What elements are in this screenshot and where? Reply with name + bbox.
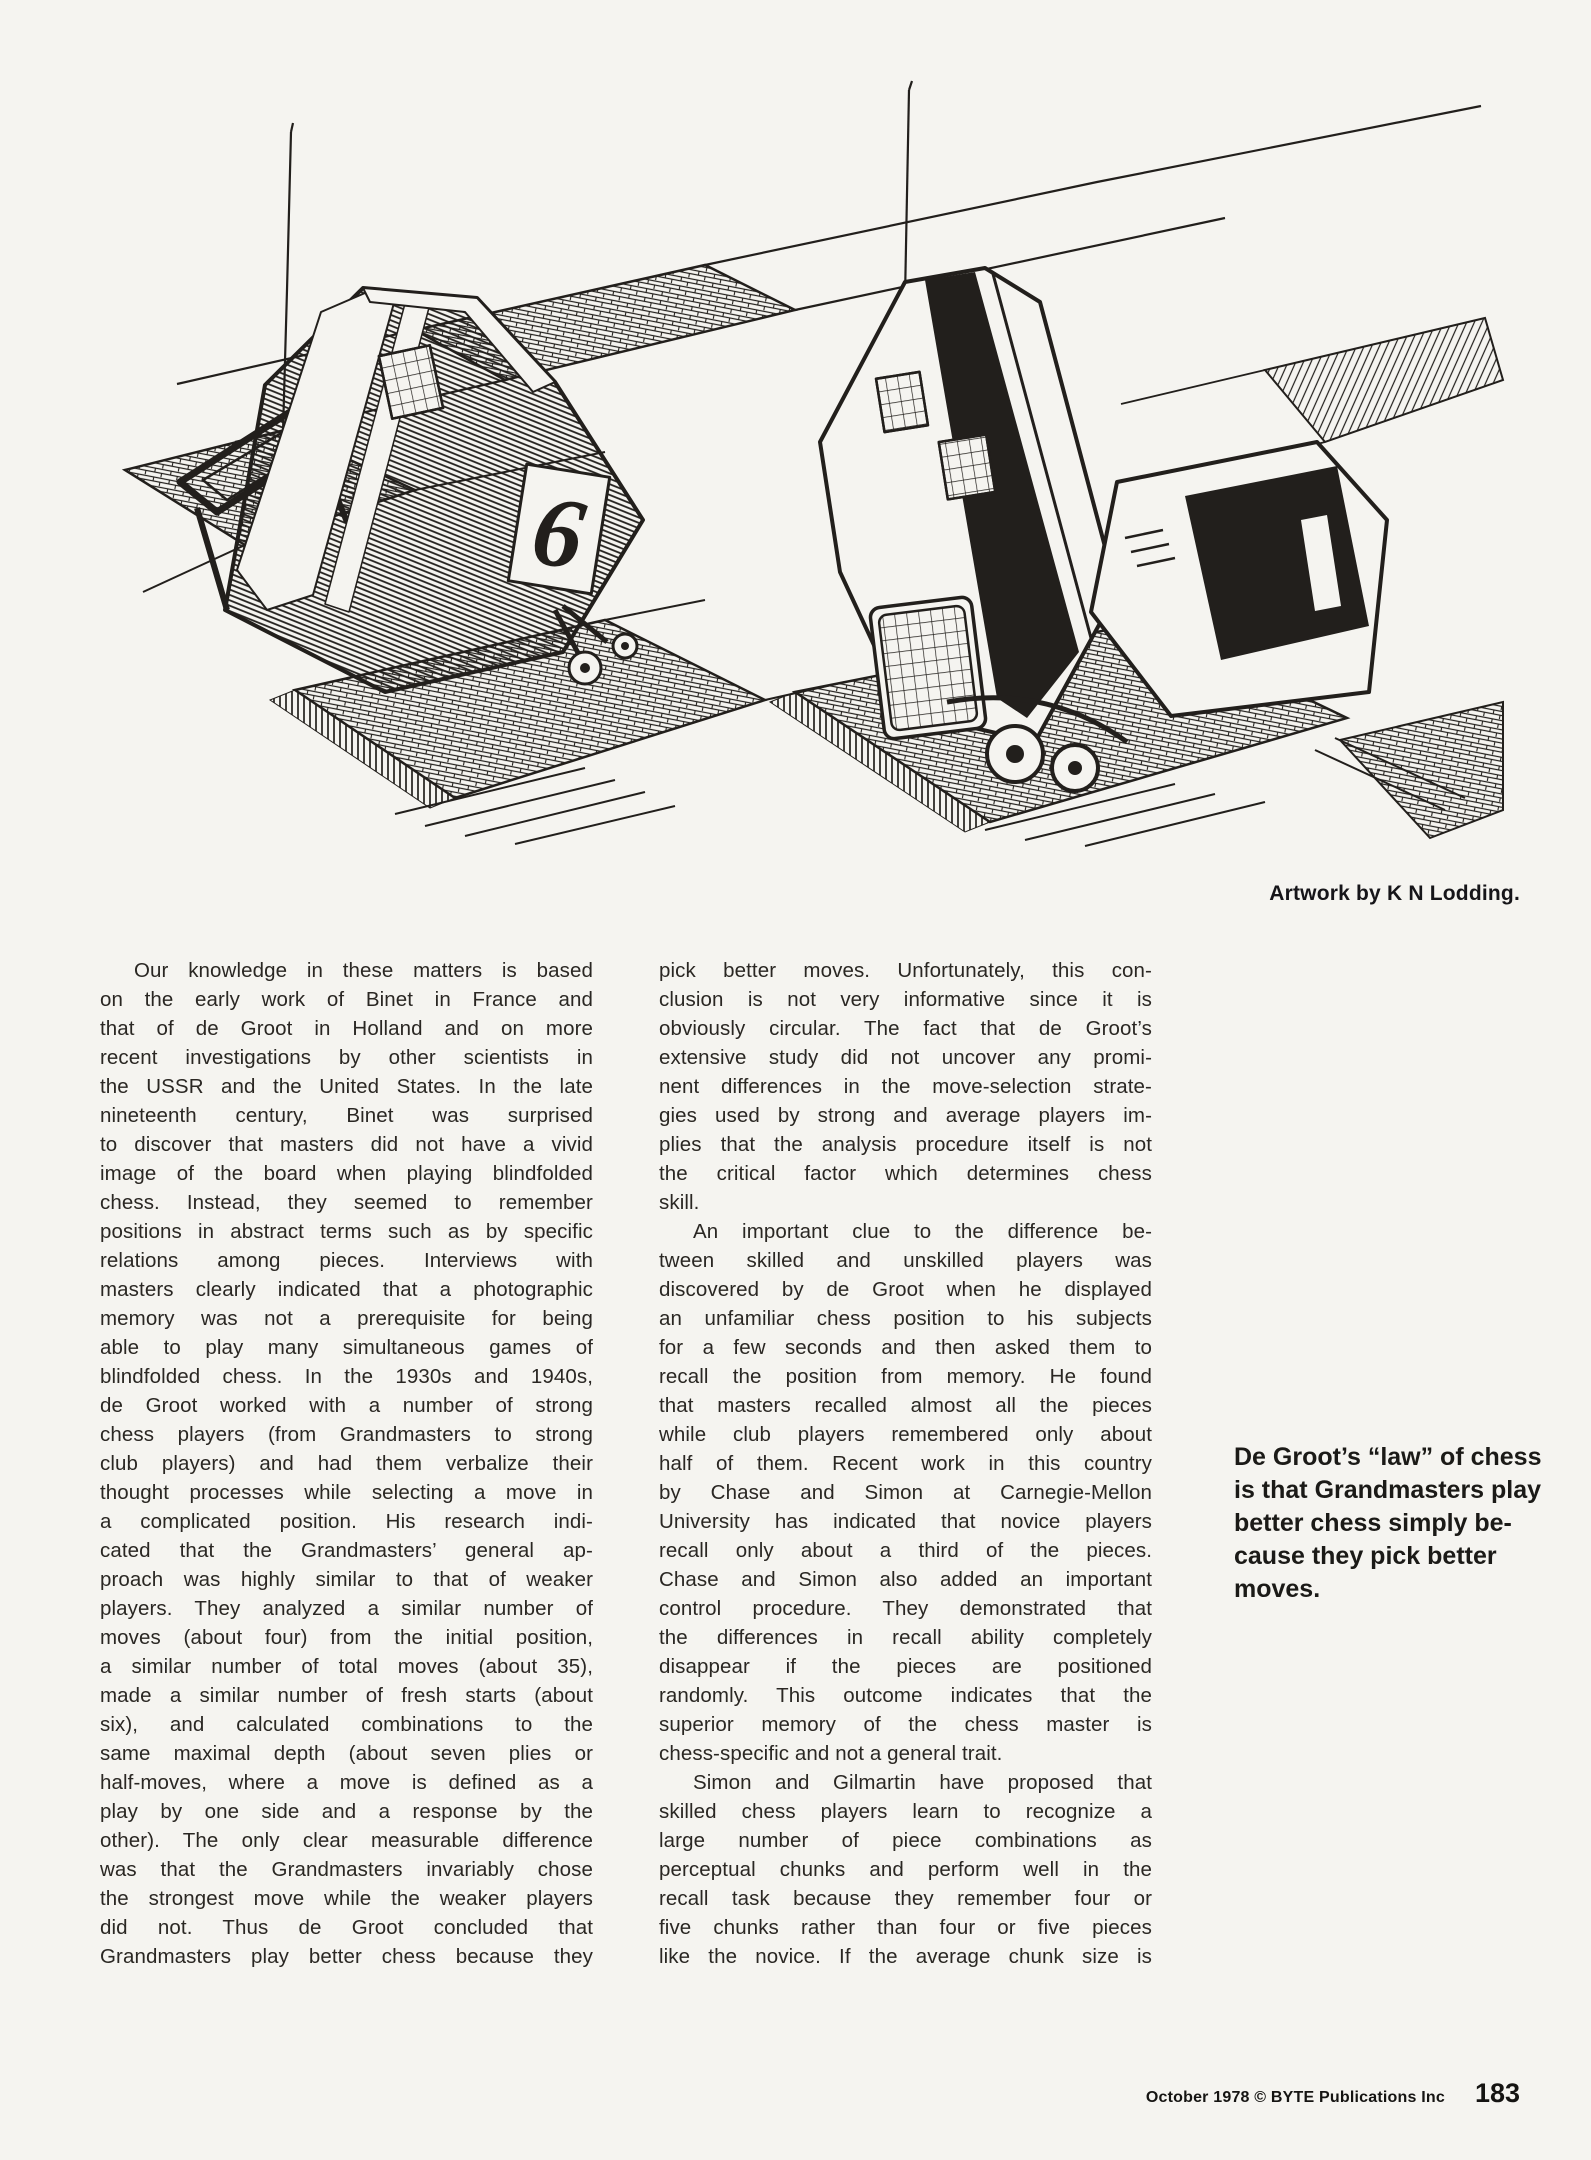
text-line: gies used by strong and average players im- <box>659 1104 1152 1127</box>
text-line: de Groot worked with a number of strong <box>100 1394 593 1417</box>
text-line: pick better moves. Unfortunately, this con- <box>659 959 1152 982</box>
text-line: nent differences in the move-selection strate- <box>659 1075 1152 1098</box>
left-number-plate <box>508 464 609 594</box>
text-line: discovered by de Groot when he displayed <box>659 1278 1152 1301</box>
text-line: a complicated position. His research indi- <box>100 1510 593 1533</box>
text-line: large number of piece combinations as <box>659 1829 1152 1852</box>
text-line: players. They analyzed a similar number of <box>100 1597 593 1620</box>
text-line: other). The only clear measurable difference <box>100 1829 593 1852</box>
pull-quote <box>1234 1441 1542 1606</box>
text-line: cated that the Grandmasters’ general ap- <box>100 1539 593 1562</box>
text-line: by Chase and Simon at Carnegie-Mellon <box>659 1481 1152 1504</box>
text-line: while club players remembered only about <box>659 1423 1152 1446</box>
text-line: nineteenth century, Binet was surprised <box>100 1104 593 1127</box>
text-line: that masters recalled almost all the pieces <box>659 1394 1152 1417</box>
text-line: for a few seconds and then asked them to <box>659 1336 1152 1359</box>
text-line: an unfamiliar chess position to his subjects <box>659 1307 1152 1330</box>
text-line: plies that the analysis procedure itself is not <box>659 1133 1152 1156</box>
page-footer <box>1146 2078 1520 2109</box>
left-chess-machine <box>180 123 643 692</box>
pull-quote-line: cause they pick better <box>1234 1542 1497 1570</box>
text-line: recent investigations by other scientists in <box>100 1046 593 1069</box>
text-line: recall only about a third of the pieces. <box>659 1539 1152 1562</box>
text-line: half-moves, where a move is defined as a <box>100 1771 593 1794</box>
right-window-grid-lower <box>869 596 986 739</box>
text-line: same maximal depth (about seven plies or <box>100 1742 593 1765</box>
page-number: 183 <box>1474 2078 1520 2108</box>
text-line: five chunks rather than four or five pieces <box>659 1916 1152 1939</box>
body-column-right <box>659 956 1152 1971</box>
text-line: blindfolded chess. In the 1930s and 1940s, <box>100 1365 593 1388</box>
text-line: that of de Groot in Holland and on more <box>100 1017 593 1040</box>
text-line: superior memory of the chess master is <box>659 1713 1152 1736</box>
text-line: play by one side and a response by the <box>100 1800 593 1823</box>
right-window-grid-upper <box>876 372 928 432</box>
text-line: perceptual chunks and perform well in the <box>659 1858 1152 1881</box>
text-line: recall the position from memory. He found <box>659 1365 1152 1388</box>
text-line: recall task because they remember four or <box>659 1887 1152 1910</box>
text-line: University has indicated that novice players <box>659 1510 1152 1533</box>
text-line: able to play many simultaneous games of <box>100 1336 593 1359</box>
pull-quote-line: De Groot’s “law” of chess <box>1234 1443 1542 1471</box>
text-line: moves (about four) from the initial position, <box>100 1626 593 1649</box>
body-column-left <box>100 956 593 1971</box>
chess-machines-illustration <box>85 50 1505 905</box>
text-line: chess players (from Grandmasters to strong <box>100 1423 593 1446</box>
text-line: made a similar number of fresh starts (about <box>100 1684 593 1707</box>
text-line: randomly. This outcome indicates that the <box>659 1684 1152 1707</box>
pull-quote-line: moves. <box>1234 1575 1321 1603</box>
publication-credit: October 1978 © BYTE Publications Inc <box>1145 2089 1445 2106</box>
text-line: Simon and Gilmartin have proposed that <box>693 1771 1152 1794</box>
text-line: on the early work of Binet in France and <box>100 988 593 1011</box>
text-line: tween skilled and unskilled players was <box>659 1249 1152 1272</box>
text-line: obviously circular. The fact that de Groot’s <box>659 1017 1152 1040</box>
text-line: to discover that masters did not have a vivid <box>100 1133 593 1156</box>
text-line: Grandmasters play better chess because they <box>100 1945 593 1968</box>
text-line: relations among pieces. Interviews with <box>100 1249 593 1272</box>
right-window-grid-mid <box>939 435 995 500</box>
pull-quote-line: better chess simply be- <box>1234 1509 1512 1537</box>
text-line: thought processes while selecting a move in <box>100 1481 593 1504</box>
text-line: the strongest move while the weaker players <box>100 1887 593 1910</box>
artwork-caption: Artwork by K N Lodding. <box>1269 882 1520 905</box>
text-line: skilled chess players learn to recognize a <box>659 1800 1152 1823</box>
text-line: a similar number of total moves (about 35), <box>100 1655 593 1678</box>
text-line: image of the board when playing blindfolded <box>100 1162 593 1185</box>
text-line: half of them. Recent work in this country <box>659 1452 1152 1475</box>
text-line: chess. Instead, they seemed to remember <box>100 1191 593 1214</box>
text-line: six), and calculated combinations to the <box>100 1713 593 1736</box>
text-line: the differences in recall ability completely <box>659 1626 1152 1649</box>
text-line: control procedure. They demonstrated that <box>659 1597 1152 1620</box>
numeral-6: 6 <box>525 473 592 592</box>
text-line: masters clearly indicated that a photographic <box>100 1278 593 1301</box>
text-line: clusion is not very informative since it is <box>659 988 1152 1011</box>
text-line: An important clue to the difference be- <box>693 1220 1152 1243</box>
text-line: did not. Thus de Groot concluded that <box>100 1916 593 1939</box>
text-line: the USSR and the United States. In the late <box>100 1075 593 1098</box>
text-line: positions in abstract terms such as by specific <box>100 1220 593 1243</box>
text-line: chess-specific and not a general trait. <box>659 1742 1003 1765</box>
text-line: skill. <box>659 1191 700 1214</box>
text-line: Our knowledge in these matters is based <box>134 959 593 982</box>
text-line: club players) and had them verbalize their <box>100 1452 593 1475</box>
text-line: like the novice. If the average chunk size is <box>659 1945 1152 1968</box>
text-line: disappear if the pieces are positioned <box>659 1655 1152 1678</box>
text-line: memory was not a prerequisite for being <box>100 1307 593 1330</box>
text-line: proach was highly similar to that of weaker <box>100 1568 593 1591</box>
text-line: extensive study did not uncover any promi- <box>659 1046 1152 1069</box>
text-line: was that the Grandmasters invariably chose <box>100 1858 593 1881</box>
text-line: the critical factor which determines chess <box>659 1162 1152 1185</box>
text-line: Chase and Simon also added an important <box>659 1568 1152 1591</box>
pull-quote-line: is that Grandmasters play <box>1234 1476 1542 1504</box>
